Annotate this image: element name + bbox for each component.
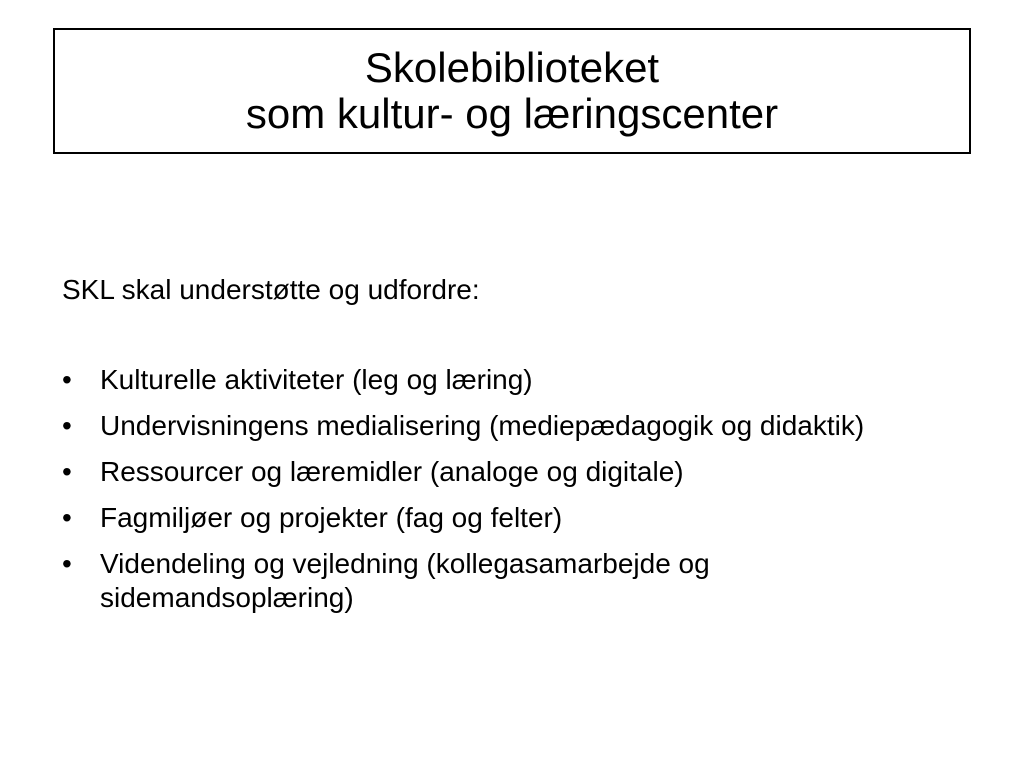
bullet-icon: •	[62, 410, 72, 441]
list-item	[62, 409, 962, 443]
bullet-text: Fagmiljøer og projekter (fag og felter)	[100, 502, 563, 533]
list-item	[62, 363, 962, 397]
title-line-1: Skolebiblioteket	[364, 44, 660, 91]
bullet-list	[62, 363, 962, 627]
title-line-2: som kultur- og læringscenter	[245, 90, 779, 137]
bullet-text: Kulturelle aktiviteter (leg og læring)	[100, 364, 533, 395]
bullet-text: Ressourcer og læremidler (analoge og digitale)	[100, 456, 684, 487]
bullet-icon: •	[62, 548, 72, 579]
list-item	[62, 501, 962, 535]
bullet-icon: •	[62, 456, 72, 487]
intro-text: SKL skal understøtte og udfordre:	[62, 274, 480, 305]
list-item	[62, 547, 962, 615]
bullet-icon: •	[62, 364, 72, 395]
bullet-icon: •	[62, 502, 72, 533]
list-item	[62, 455, 962, 489]
title-box	[53, 28, 971, 154]
bullet-text: Videndeling og vejledning (kollegasamarbejde og sidemandsoplæring)	[100, 548, 710, 613]
bullet-text: Undervisningens medialisering (mediepædagogik og didaktik)	[100, 410, 865, 441]
